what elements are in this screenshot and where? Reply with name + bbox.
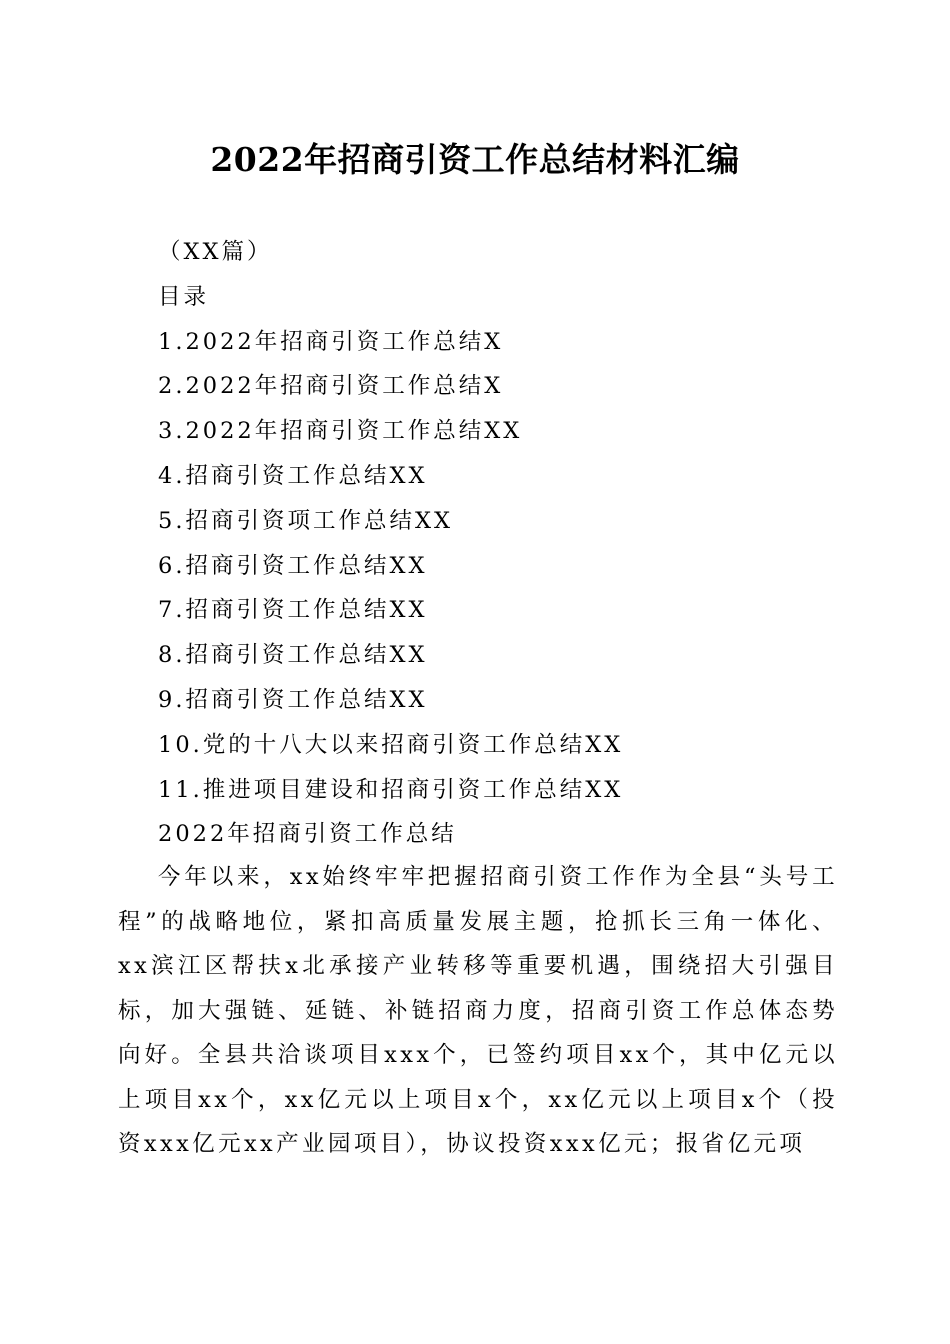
toc-item: 2.2022年招商引资工作总结X xyxy=(158,373,504,400)
toc-item: 10.党的十八大以来招商引资工作总结XX xyxy=(158,731,624,758)
toc-item: 1.2022年招商引资工作总结X xyxy=(158,328,504,355)
toc-item: 5.招商引资项工作总结XX xyxy=(158,507,454,534)
table-of-contents xyxy=(158,230,623,857)
body-paragraph: 今年以来，xx始终牢牢把握招商引资工作作为全县“头号工程”的战略地位，紧扣高质量发展主题，抢抓长三角一体化、xx滨江区帮扶x北承接产业转移等重要机遇，围绕招大引强目标，加大强链、延链、补链招商力度，招商引资工作总体态势向好。全县共洽谈项目xxx个，已签约项目xx个，其中亿元以上项目xx个，xx亿元以上项目x个，xx亿元以上项目x个（投资xxx亿元xx产业园项目），协议投资xxx亿元；报省亿元项 xyxy=(118,864,838,1157)
document-title: 2022年招商引资工作总结材料汇编 xyxy=(210,140,740,179)
toc-heading: 目录 xyxy=(158,283,210,310)
toc-item: 4.招商引资工作总结XX xyxy=(158,462,428,489)
subtitle: （XX篇） xyxy=(158,239,273,265)
toc-item: 3.2022年招商引资工作总结XX xyxy=(158,418,523,445)
toc-item: 9.招商引资工作总结XX xyxy=(158,686,428,713)
toc-item: 8.招商引资工作总结XX xyxy=(158,642,428,669)
toc-item: 6.招商引资工作总结XX xyxy=(158,552,428,579)
toc-item: 11.推进项目建设和招商引资工作总结XX xyxy=(158,776,624,803)
toc-item: 7.招商引资工作总结XX xyxy=(158,597,428,624)
section-heading: 2022年招商引资工作总结 xyxy=(158,821,457,848)
